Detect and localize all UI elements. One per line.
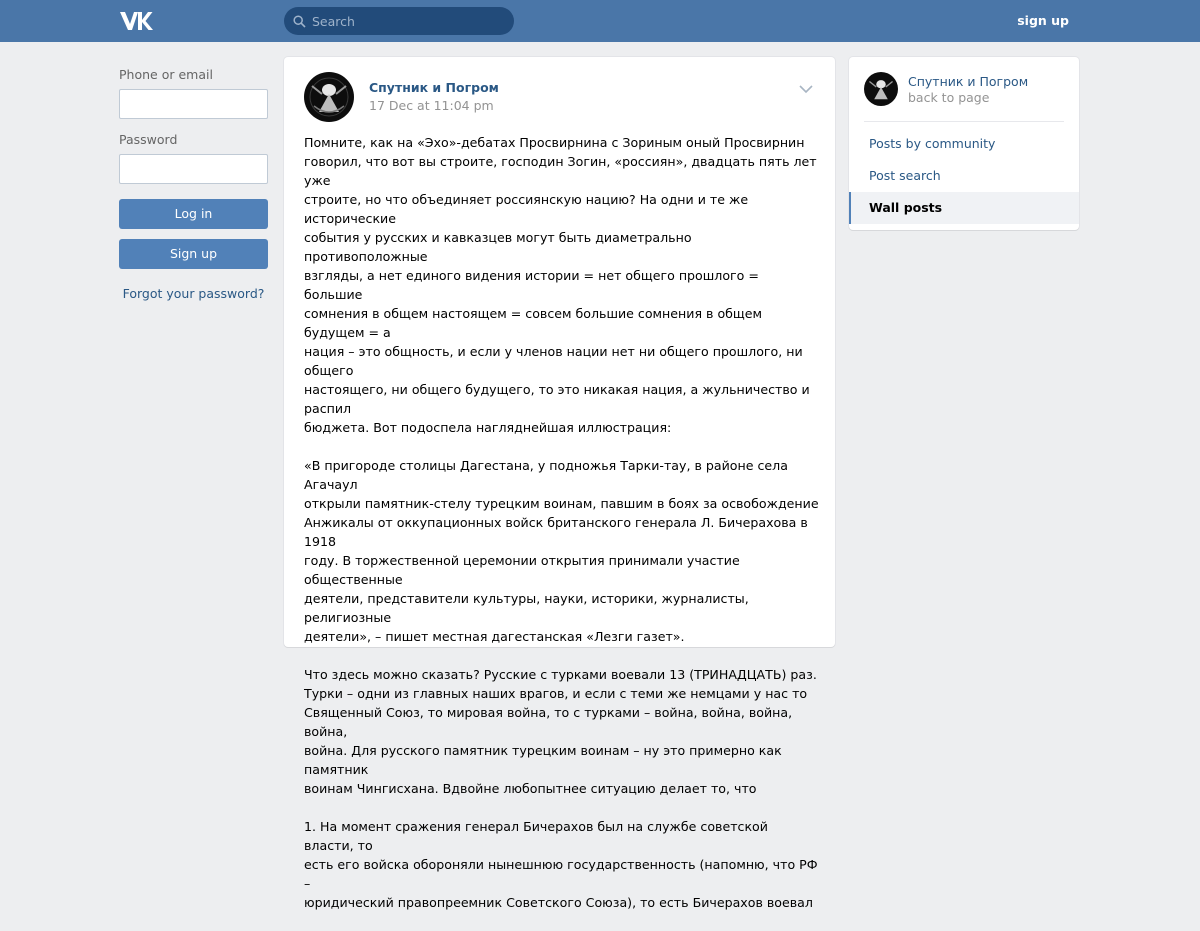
chevron-down-icon[interactable] [799,84,813,94]
vk-logo-icon[interactable] [119,10,153,32]
wall-post [284,57,835,910]
search-box[interactable] [284,7,514,35]
search-icon [293,15,306,28]
community-sidebar [849,57,1079,230]
post-paragraph: Помните, как на «Эхо»-дебатах Просвирнина с Зориным оный Просвирнин говорил, что вот вы строите, господин Зогин, «россиян», двадцать пять лет уже строите, но что объединяет россиянскую нацию? На одни и те же исторические события у русских и кавказцев могут быть диаметрально противоположные взгляды, а нет единого видения истории = нет общего прошлого = большие сомнения в общем настоящем = совсем большие сомнения в общем будущем = а нация – это общность, и если у членов нации нет ни общего прошлого, ни общего настоящего, ни общего будущего, то это никакая нация, а жульничество и распил бюджета. Вот подоспела нагляднейшая иллюстрация: [304,135,817,435]
phone-input[interactable] [119,89,268,119]
top-bar [0,0,1200,42]
post-paragraph: «В пригороде столицы Дагестана, у подножья Тарки-тау, в районе села Агачаул открыли памятник-стелу турецким воинам, павшим в боях за освобождение Анжикалы от оккупационных войск британского генерала Л. Бичерахова в 1918 году. В торжественной церемонии открытия принимали участие общественные деятели, представители культуры, науки, историки, журналисты, религиозные деятели», – пишет местная дагестанская «Лезги газет». [304,458,819,644]
signup-button[interactable]: Sign up [119,239,268,269]
post-date[interactable]: 17 Dec at 11:04 pm [369,98,494,113]
sidebar-item-post-search[interactable]: Post search [869,168,941,183]
login-button[interactable]: Log in [119,199,268,229]
sidebar-menu [849,128,1079,224]
post-paragraph: 1. На момент сражения генерал Бичерахов был на службе советской власти, то есть его войска обороняли нынешнюю государственность (напомню, что РФ – юридический правопреемник Советского Союза), то есть Бичерахов воевал [304,819,818,910]
password-label: Password [119,132,178,147]
search-input[interactable] [312,7,507,35]
divider [864,121,1064,122]
community-avatar-small[interactable] [864,72,898,106]
back-to-page-link[interactable]: back to page [908,90,990,105]
header-signup-link[interactable]: sign up [1017,13,1069,28]
post-paragraph: Что здесь можно сказать? Русские с турками воевали 13 (ТРИНАДЦАТЬ) раз. Турки – одни из главных наших врагов, и если с теми же немцами у нас то Священный Союз, то мировая война, то с турками – война, война, война, война, война. Для русского памятник турецким воинам – ну это примерно как памятник воинам Чингисхана. Вдвойне любопытнее ситуацию делает то, что [304,667,817,796]
community-avatar[interactable] [304,72,354,122]
phone-label: Phone or email [119,67,213,82]
sidebar-item-posts-by-community[interactable]: Posts by community [869,136,996,151]
post-author-link[interactable]: Спутник и Погром [369,80,499,95]
forgot-password-link[interactable]: Forgot your password? [122,286,265,301]
sidebar-community-name[interactable]: Спутник и Погром [908,74,1029,89]
password-input[interactable] [119,154,268,184]
post-text [304,133,819,931]
login-form [119,67,268,301]
sidebar-item-wall-posts[interactable]: Wall posts [849,192,1079,224]
